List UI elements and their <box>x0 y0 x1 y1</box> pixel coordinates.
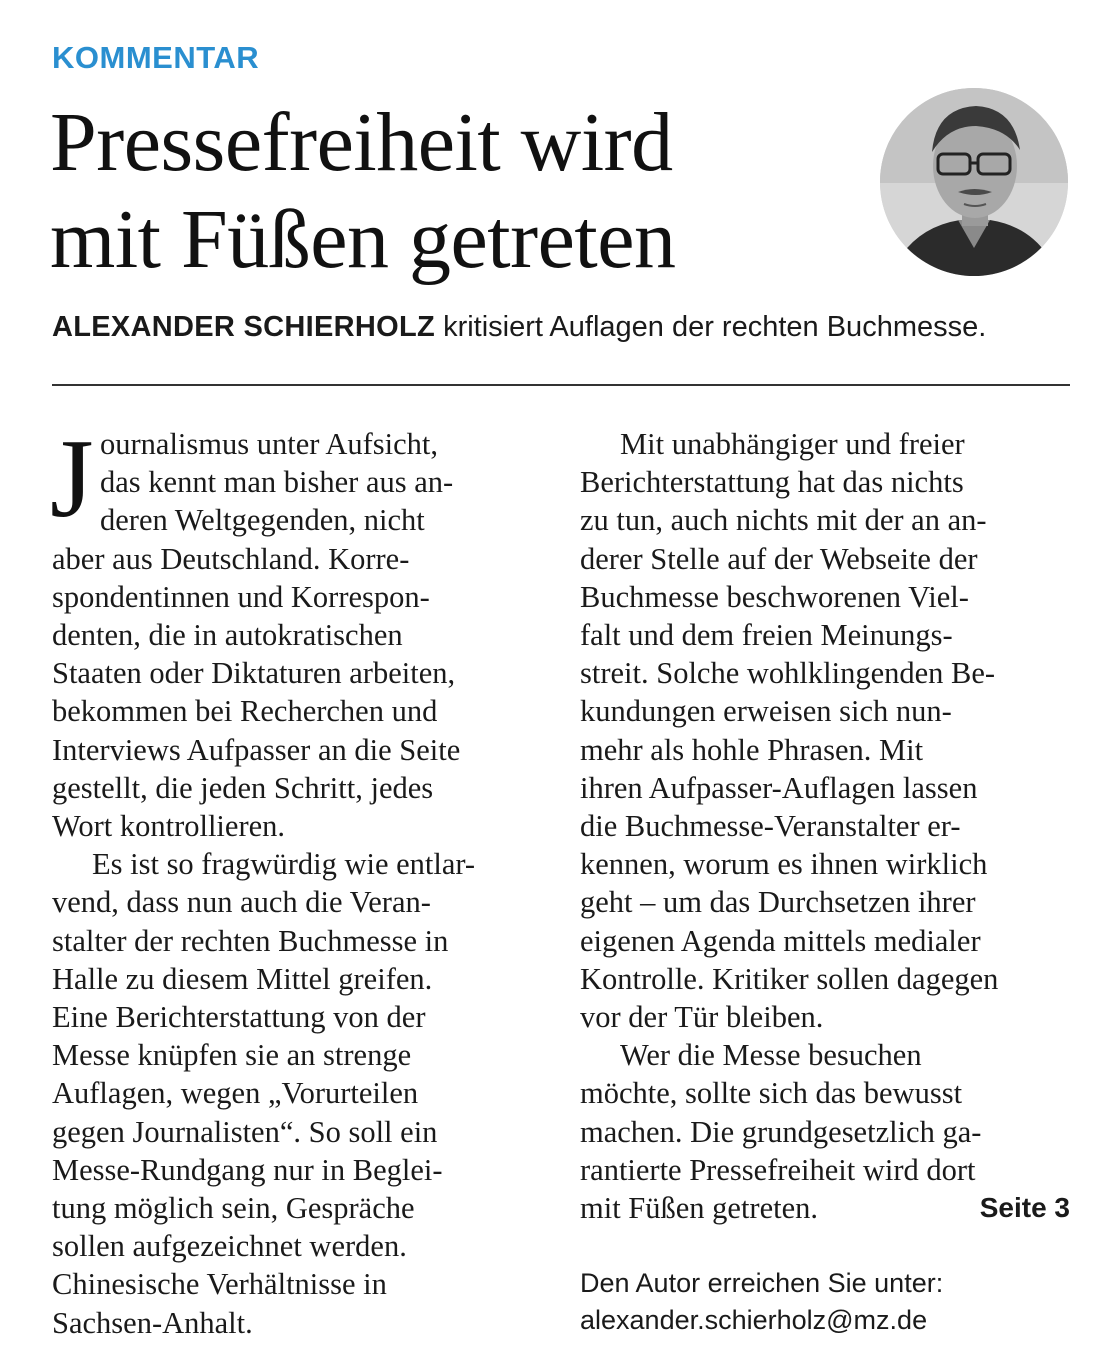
text-line: Eine Berichterstattung von der <box>52 1000 426 1035</box>
text-line: Auflagen, wegen „Vorurteilen <box>52 1076 419 1111</box>
text-line: Es ist so fragwürdig wie entlar- <box>92 847 476 882</box>
author-contact <box>580 1265 943 1339</box>
author-name: ALEXANDER SCHIERHOLZ <box>52 311 436 343</box>
text-line: vor der Tür bleiben. <box>580 1000 824 1035</box>
author-portrait <box>880 88 1068 276</box>
text-line: kennen, worum es ihnen wirklich <box>580 847 988 882</box>
text-line: denten, die in autokratischen <box>52 618 403 653</box>
text-line: zu tun, auch nichts mit der an an- <box>580 503 987 538</box>
text-line: streit. Solche wohlklingenden Be- <box>580 656 996 691</box>
text-line: mit Füßen getreten. <box>580 1191 819 1226</box>
text-line: ihren Aufpasser-Auflagen lassen <box>580 770 978 805</box>
text-line: gegen Journalisten“. So soll ein <box>52 1114 438 1149</box>
text-line: Berichterstattung hat das nichts <box>580 465 964 500</box>
text-line: Wort kontrollieren. <box>52 809 286 844</box>
text-line: Interviews Aufpasser an die Seite <box>52 732 461 767</box>
byline-text: kritisiert Auflagen der rechten Buchmesse. <box>443 311 987 343</box>
text-line: deren Weltgegenden, nicht <box>100 503 425 538</box>
text-line: Buchmesse beschworenen Viel- <box>580 579 969 614</box>
text-line: sollen aufgezeichnet werden. <box>52 1229 407 1264</box>
text-line: aber aus Deutschland. Korre- <box>52 541 410 576</box>
text-line: Kontrolle. Kritiker sollen dagegen <box>580 961 999 996</box>
text-line: Staaten oder Diktaturen arbeiten, <box>52 656 456 691</box>
text-line: stalter der rechten Buchmesse in <box>52 923 449 958</box>
article-column-right <box>580 425 1072 1227</box>
last-line-row <box>580 1189 1072 1227</box>
text-line: geht – um das Durchsetzen ihrer <box>580 885 976 920</box>
text-line: Chinesische Verhältnisse in <box>52 1267 387 1302</box>
text-line: das kennt man bisher aus an- <box>100 465 454 500</box>
contact-email: alexander.schierholz@mz.de <box>580 1305 928 1335</box>
text-line: eigenen Agenda mittels medialer <box>580 923 981 958</box>
text-line: Wer die Messe besuchen <box>620 1038 922 1073</box>
text-line: derer Stelle auf der Webseite der <box>580 541 978 576</box>
text-line: mehr als hohle Phrasen. Mit <box>580 732 924 767</box>
text-line: spondentinnen und Korrespon- <box>52 579 430 614</box>
text-line: gestellt, die jeden Schritt, jedes <box>52 770 434 805</box>
text-line: Sachsen-Anhalt. <box>52 1305 253 1340</box>
byline <box>52 311 986 344</box>
text-line: Halle zu diesem Mittel greifen. <box>52 961 433 996</box>
text-line: ournalismus unter Aufsicht, <box>100 427 439 461</box>
contact-label: Den Autor erreichen Sie unter: <box>580 1268 944 1298</box>
article-column-left <box>50 417 542 1342</box>
headline <box>50 94 870 288</box>
text-line: tung möglich sein, Gespräche <box>52 1191 415 1226</box>
text-line: die Buchmesse-Veranstalter er- <box>580 809 961 844</box>
divider <box>52 384 1070 386</box>
page-reference: Seite 3 <box>979 1192 1070 1224</box>
author-photo <box>880 88 1068 276</box>
text-line: rantierte Pressefreiheit wird dort <box>580 1152 976 1187</box>
text-line: kundungen erweisen sich nun- <box>580 694 952 729</box>
text-line: vend, dass nun auch die Veran- <box>52 885 431 920</box>
kicker-label: KOMMENTAR <box>52 40 260 75</box>
text-line: Mit unabhängiger und freier <box>620 427 965 461</box>
text-line: bekommen bei Recherchen und <box>52 694 438 729</box>
dropcap-paragraph <box>50 417 542 541</box>
text-line: Messe knüpfen sie an strenge <box>52 1038 412 1073</box>
headline-line: Pressefreiheit wird <box>50 96 673 189</box>
dropcap: J <box>50 417 94 541</box>
headline-line: mit Füßen getreten <box>50 193 676 286</box>
text-line: machen. Die grundgesetzlich ga- <box>580 1114 982 1149</box>
text-line: möchte, sollte sich das bewusst <box>580 1076 963 1111</box>
text-line: falt und dem freien Meinungs- <box>580 618 953 653</box>
text-line: Messe-Rundgang nur in Beglei- <box>52 1152 443 1187</box>
